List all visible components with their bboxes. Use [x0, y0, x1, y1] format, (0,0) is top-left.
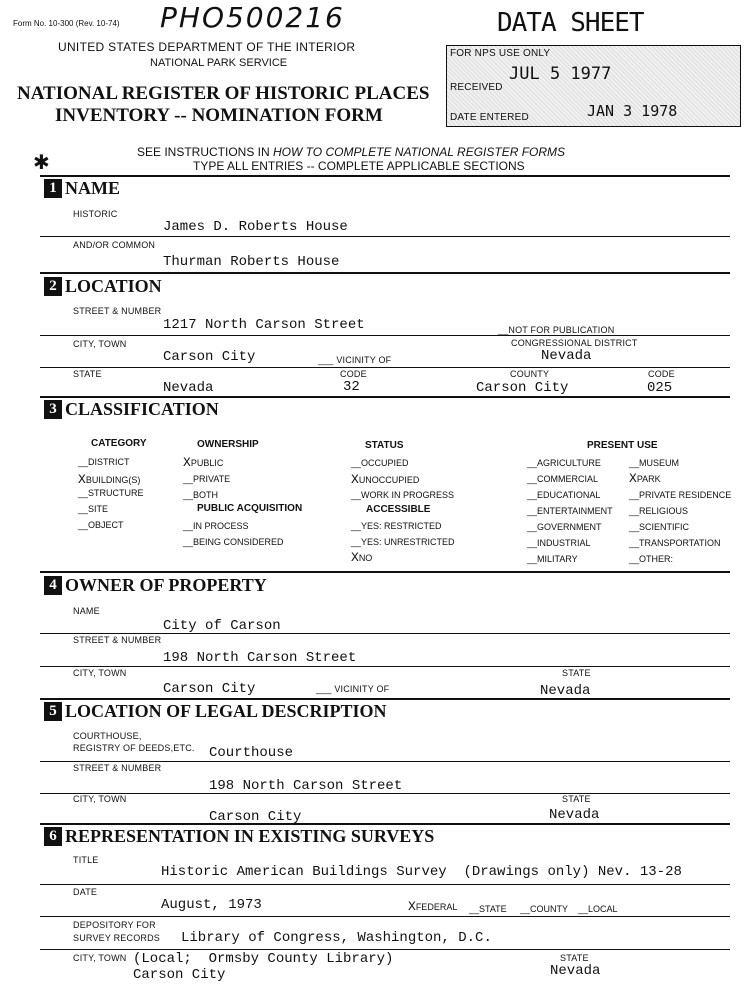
location-county: Carson City: [476, 380, 569, 396]
nps-use-box: [446, 45, 741, 127]
legal-state: Nevada: [549, 807, 600, 823]
owner-name: City of Carson: [163, 618, 281, 634]
received-date-stamp: JUL 5 1977: [509, 64, 612, 84]
section-number: 1: [44, 179, 62, 198]
survey-date-label: DATE: [73, 887, 98, 897]
data-sheet-stamp: DATA SHEET: [497, 8, 644, 38]
depository-label-1: DEPOSITORY FOR: [73, 920, 156, 930]
instructions-line1: SEE INSTRUCTIONS IN HOW TO COMPLETE NATIONAL REGISTER FORMS: [137, 145, 566, 159]
owner-street-label: STREET & NUMBER: [73, 635, 162, 645]
location-street: 1217 North Carson Street: [163, 317, 365, 333]
received-label: RECEIVED: [450, 82, 503, 93]
accessible-option: __YES: UNRESTRICTED: [351, 537, 455, 547]
depository: Library of Congress, Washington, D.C.: [181, 930, 492, 946]
section-title: REPRESENTATION IN EXISTING SURVEYS: [65, 826, 435, 846]
margin-mark: ✱: [33, 152, 50, 174]
street-label: STREET & NUMBER: [73, 306, 162, 316]
ownership-option: __PRIVATE: [183, 474, 231, 484]
survey-county-option: __COUNTY: [520, 904, 569, 914]
accessible-option: __YES: RESTRICTED: [351, 521, 442, 531]
section-title: OWNER OF PROPERTY: [65, 575, 267, 595]
legal-city-label: CITY, TOWN: [73, 794, 127, 804]
section-title: NAME: [65, 178, 120, 198]
section-5-header: [44, 701, 387, 722]
code-label: CODE: [340, 369, 367, 379]
acquisition-option: __BEING CONSIDERED: [183, 537, 284, 547]
use-option: __TRANSPORTATION: [629, 538, 721, 548]
owner-city-label: CITY, TOWN: [73, 668, 127, 678]
use-option: __INDUSTRIAL: [527, 538, 591, 548]
instructions-line2: TYPE ALL ENTRIES -- COMPLETE APPLICABLE SECTIONS: [193, 159, 525, 173]
registry-label: REGISTRY OF DEEDS,ETC.: [73, 743, 195, 753]
use-option: __MUSEUM: [629, 458, 680, 468]
ownership-option-checked: XPUBLIC: [183, 455, 224, 470]
legal-street-label: STREET & NUMBER: [73, 763, 162, 773]
category-option-checked: XBUILDING(S): [78, 472, 141, 487]
category-option: __DISTRICT: [78, 457, 130, 467]
nps-use-label: FOR NPS USE ONLY: [450, 48, 551, 59]
common-name: Thurman Roberts House: [163, 254, 340, 270]
form-title-line1: NATIONAL REGISTER OF HISTORIC PLACES: [17, 83, 430, 104]
section-number: 3: [44, 400, 62, 419]
date-entered-label: DATE ENTERED: [450, 112, 529, 123]
status-option-checked: XUNOCCUPIED: [351, 472, 420, 487]
use-option: __EDUCATIONAL: [527, 490, 601, 500]
survey-date: August, 1973: [161, 897, 262, 913]
section-number: 4: [44, 576, 62, 595]
ownership-heading: OWNERSHIP: [197, 439, 259, 450]
location-city: Carson City: [163, 349, 256, 365]
use-option: __ENTERTAINMENT: [527, 506, 613, 516]
state-code: 32: [343, 379, 360, 395]
legal-state-label: STATE: [562, 794, 591, 804]
ownership-option: __BOTH: [183, 490, 219, 500]
owner-city: Carson City: [163, 681, 256, 697]
common-name-label: AND/OR COMMON: [73, 240, 156, 250]
public-acquisition-heading: PUBLIC ACQUISITION: [197, 503, 303, 514]
use-option: __GOVERNMENT: [527, 522, 602, 532]
survey-federal-checked: XFEDERAL: [408, 899, 458, 914]
location-state: Nevada: [163, 380, 214, 396]
owner-street: 198 North Carson Street: [163, 650, 357, 666]
section-6-header: [44, 826, 434, 847]
survey-city-label: CITY, TOWN: [73, 953, 127, 963]
courthouse-name: Courthouse: [209, 745, 294, 761]
department-name: UNITED STATES DEPARTMENT OF THE INTERIOR: [58, 40, 356, 54]
use-option: __SCIENTIFIC: [629, 522, 690, 532]
owner-vicinity-label: ___ VICINITY OF: [316, 684, 390, 694]
accessible-heading: ACCESSIBLE: [366, 504, 431, 515]
section-2-header: [44, 276, 162, 297]
section-3-header: [44, 399, 219, 420]
section-title: CLASSIFICATION: [65, 399, 219, 419]
category-option: __OBJECT: [78, 520, 124, 530]
depository-label-2: SURVEY RECORDS: [73, 933, 160, 943]
courthouse-label: COURTHOUSE,: [73, 731, 142, 741]
section-title: LOCATION: [65, 276, 162, 296]
use-option: __RELIGIOUS: [629, 506, 689, 516]
use-option: __OTHER:: [629, 554, 674, 564]
survey-state: Nevada: [550, 963, 601, 979]
use-option: __AGRICULTURE: [527, 458, 601, 468]
status-option: __OCCUPIED: [351, 458, 409, 468]
survey-city-line1: (Local; Ormsby County Library): [133, 951, 394, 967]
form-title-line2: INVENTORY -- NOMINATION FORM: [55, 105, 383, 126]
use-option: __COMMERCIAL: [527, 474, 599, 484]
survey-title-label: TITLE: [73, 855, 99, 865]
section-title: LOCATION OF LEGAL DESCRIPTION: [65, 701, 387, 721]
form-number: Form No. 10-300 (Rev. 10-74): [13, 19, 120, 28]
accessible-option-checked: XNO: [351, 550, 373, 565]
use-option-checked: XPARK: [629, 471, 661, 486]
county-label: COUNTY: [510, 369, 550, 379]
survey-state-label: STATE: [560, 953, 589, 963]
county-code-label: CODE: [648, 369, 675, 379]
date-entered-stamp: JAN 3 1978: [587, 102, 678, 120]
section-number: 6: [44, 827, 62, 846]
historic-label: HISTORIC: [73, 209, 118, 219]
status-option: __WORK IN PROGRESS: [351, 490, 455, 500]
city-label: CITY, TOWN: [73, 339, 127, 349]
handwritten-reference-number: PHO500216: [160, 1, 345, 34]
owner-name-label: NAME: [73, 606, 100, 616]
present-use-heading: PRESENT USE: [587, 440, 658, 451]
owner-state-label: STATE: [562, 668, 591, 678]
not-for-publication: __NOT FOR PUBLICATION: [498, 325, 615, 335]
section-4-header: [44, 575, 267, 596]
historic-name: James D. Roberts House: [163, 219, 348, 235]
state-label: STATE: [73, 369, 102, 379]
legal-street: 198 North Carson Street: [209, 778, 403, 794]
survey-city-line2: Carson City: [133, 967, 226, 983]
vicinity-label: ___ VICINITY OF: [318, 355, 392, 365]
section-number: 2: [44, 277, 62, 296]
survey-local-option: __LOCAL: [578, 904, 618, 914]
owner-state: Nevada: [540, 683, 591, 699]
section-1-header: [44, 178, 120, 199]
category-option: __SITE: [78, 504, 109, 514]
congressional-district: Nevada: [541, 348, 592, 364]
congressional-label: CONGRESSIONAL DISTRICT: [511, 338, 638, 348]
category-heading: CATEGORY: [91, 438, 147, 449]
status-heading: STATUS: [365, 440, 404, 451]
acquisition-option: __IN PROCESS: [183, 521, 249, 531]
use-option: __PRIVATE RESIDENCE: [629, 490, 732, 500]
survey-title: Historic American Buildings Survey (Drawings only) Nev. 13-28: [161, 864, 682, 880]
county-code: 025: [647, 380, 673, 396]
survey-state-option: __STATE: [469, 904, 507, 914]
use-option: __MILITARY: [527, 554, 578, 564]
category-option: __STRUCTURE: [78, 488, 144, 498]
section-number: 5: [44, 702, 62, 721]
service-name: NATIONAL PARK SERVICE: [150, 57, 288, 69]
legal-city: Carson City: [209, 809, 302, 825]
